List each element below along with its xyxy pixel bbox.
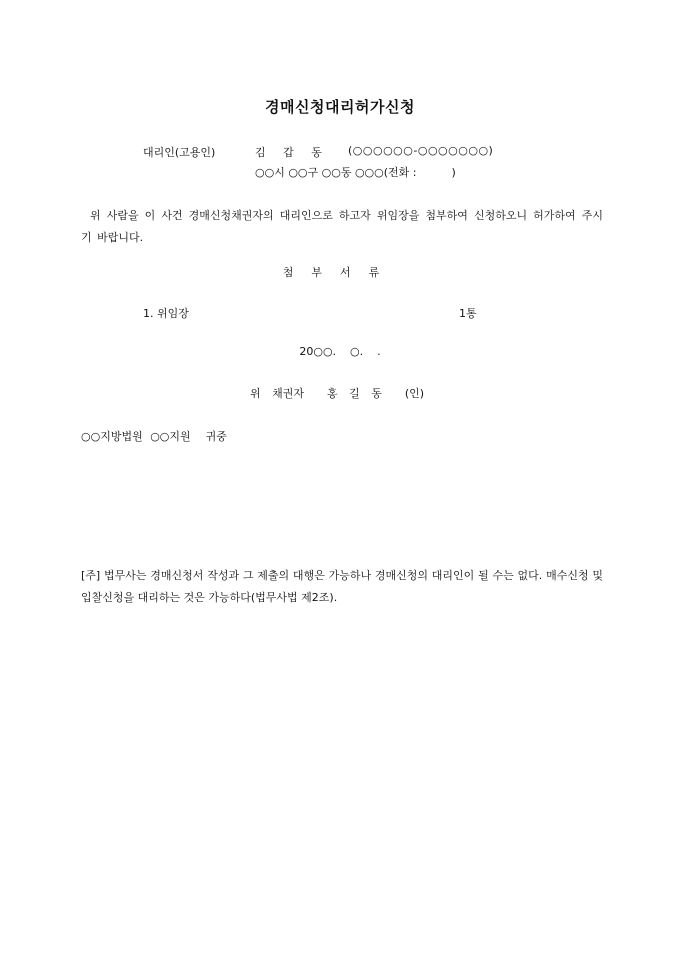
document-date: 20○○. ○. . [299,345,381,358]
creditor-signature: 위 채권자 홍 길 동 (인) [250,387,425,400]
attachments-heading: 첨부서류 [282,266,398,279]
court-addressee: ○○지방법원 ○○지원 귀중 [81,430,227,443]
agent-name: 김 갑 동 [255,146,322,159]
legal-note: [주] 법무사는 경매신청서 작성과 그 제출의 대행은 가능하나 경매신청의 대리인이 될 수는 없다. 매수신청 및 입찰신청을 대리하는 것은 가능하다(법무사법 제2조). [81,569,603,604]
attachment-count: 1통 [459,307,477,320]
agent-id-number: (○○○○○○-○○○○○○○) [348,144,494,157]
agent-address: ○○시 ○○구 ○○동 ○○○(전화 : ) [255,166,456,179]
request-body: 위 사람을 이 사건 경매신청채권자의 대리인으로 하고자 위임장을 첨부하여 신청하오니 허가하여 주시기 바랍니다. [81,209,603,244]
document-title: 경매신청대리허가신청 [265,98,415,116]
agent-label: 대리인(고용인) [143,146,216,159]
attachment-item: 1. 위임장 [143,307,189,320]
